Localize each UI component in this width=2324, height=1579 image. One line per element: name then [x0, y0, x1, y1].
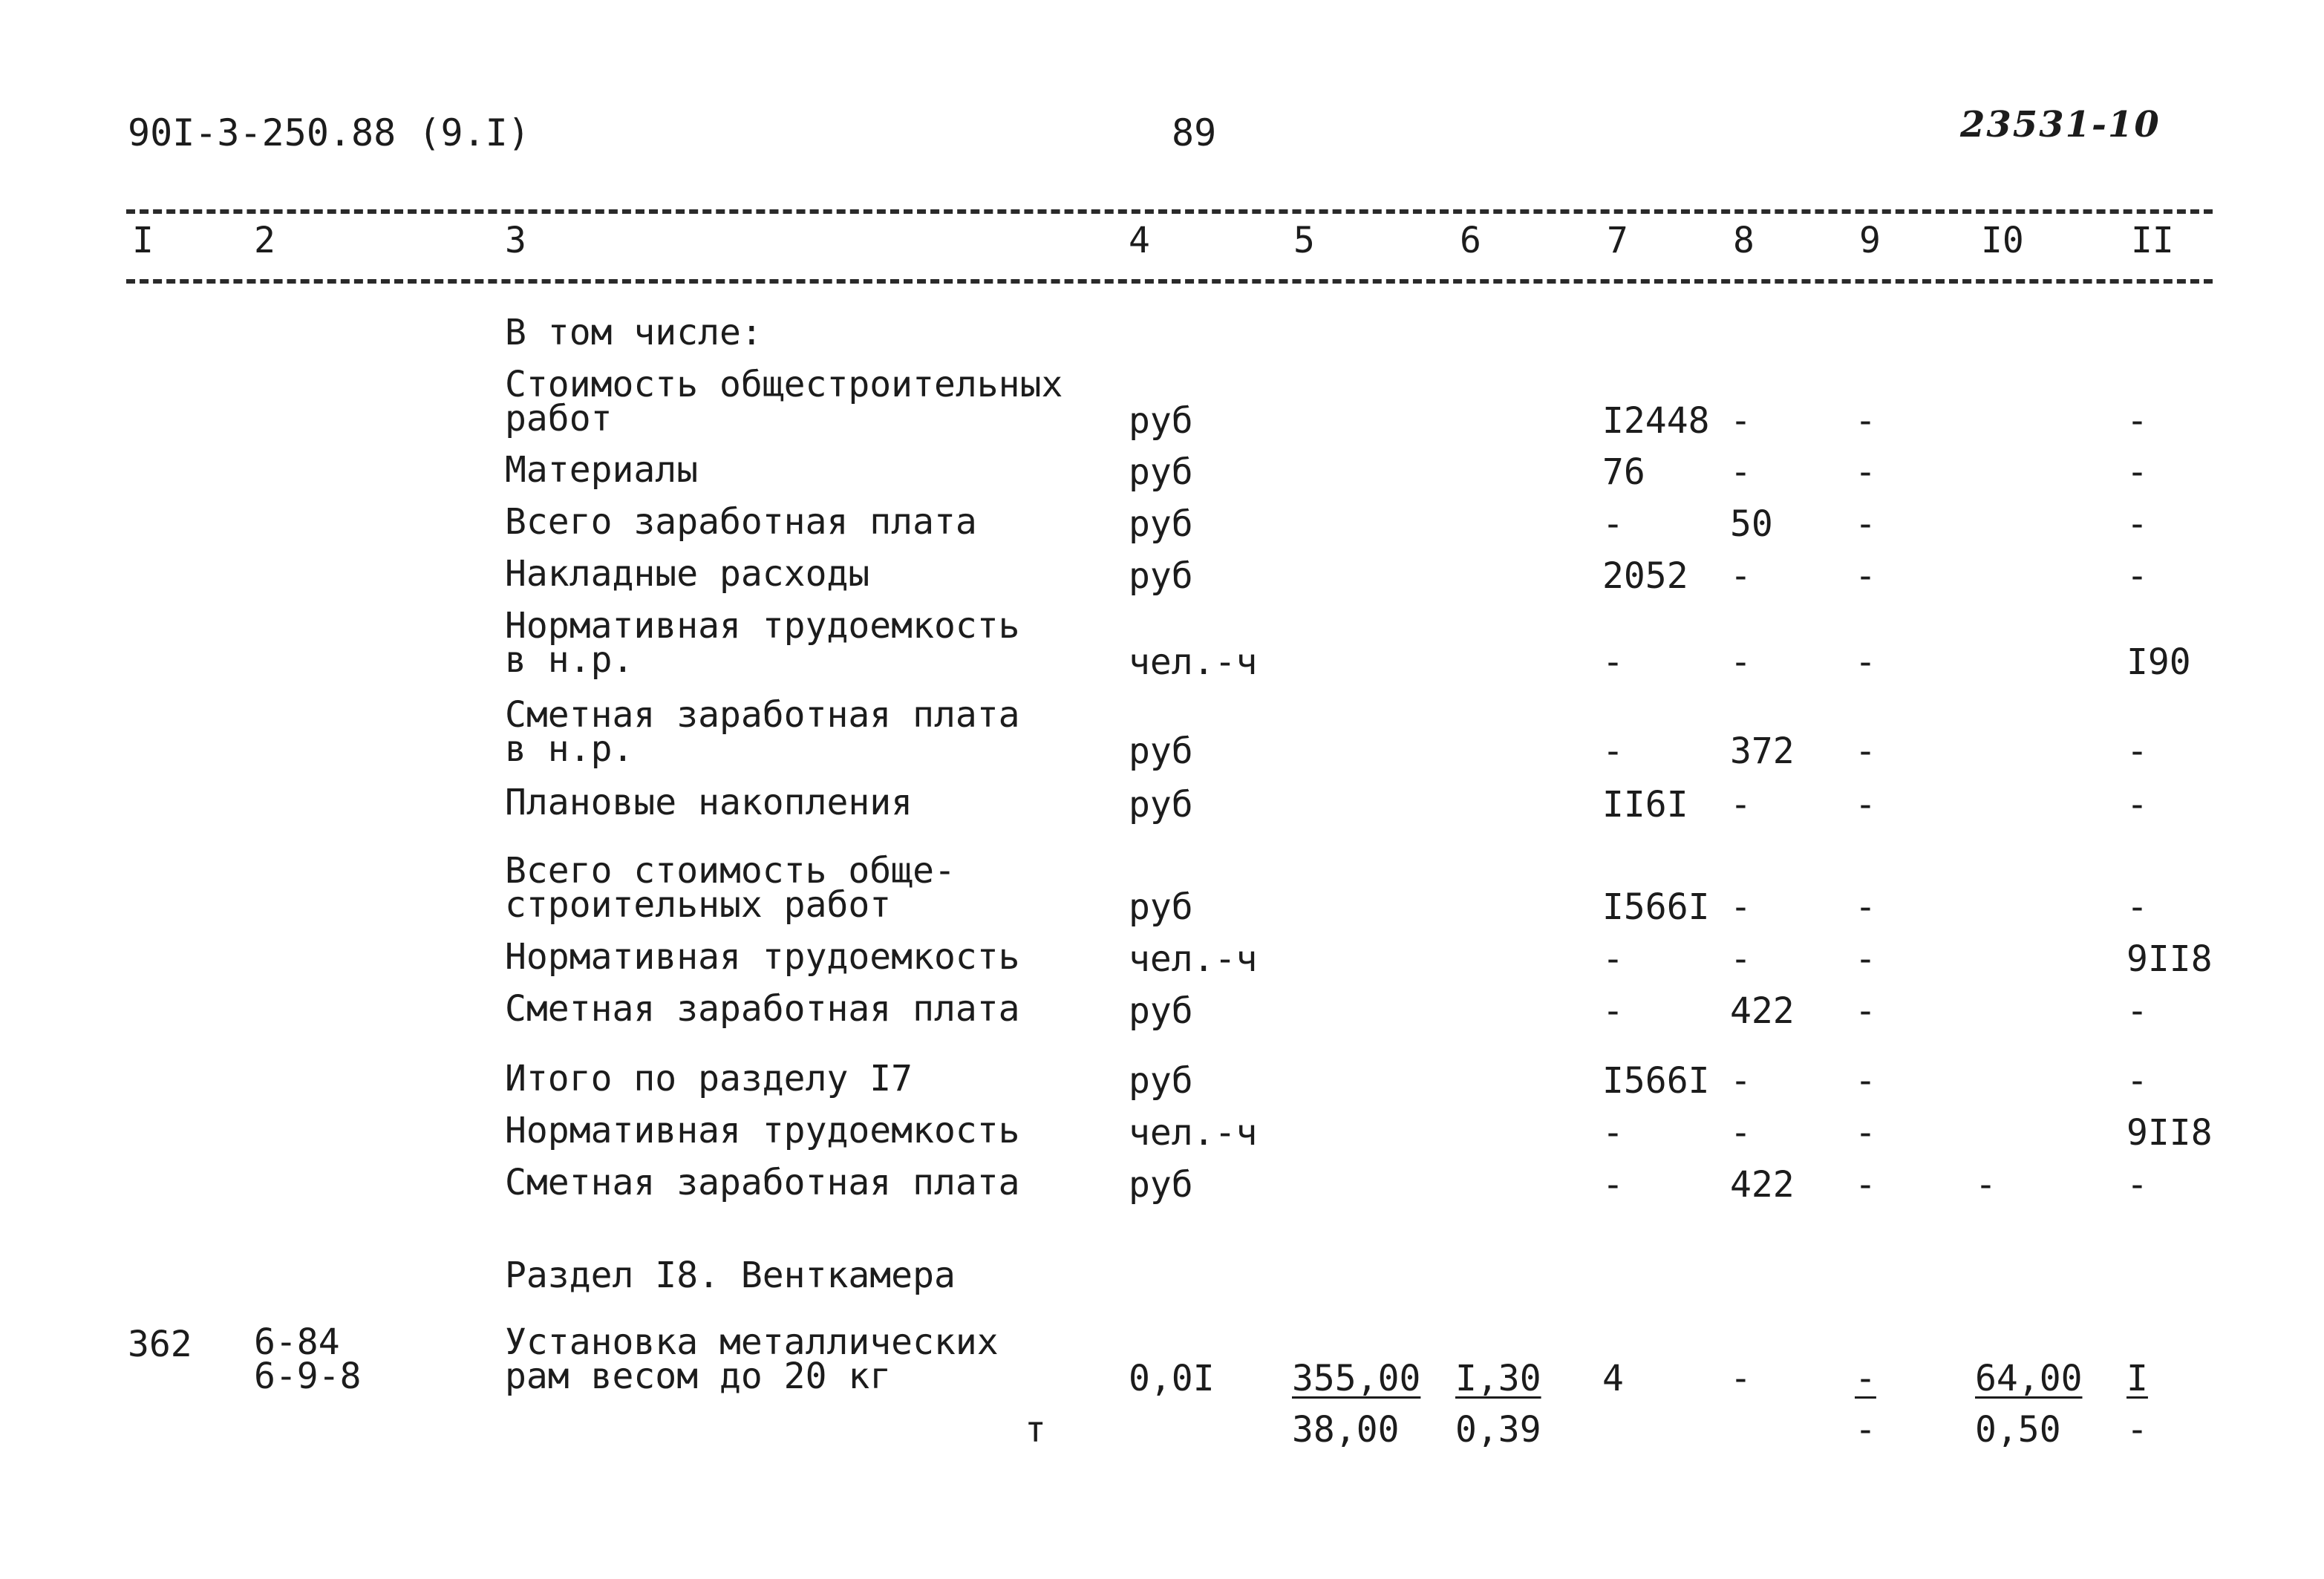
- cell-col-9: -: [1855, 555, 1876, 597]
- description-line-1: Накладные расходы: [505, 553, 870, 595]
- item-codes: [254, 1321, 362, 1397]
- table-row: [0, 1058, 2324, 1106]
- sub-col-5: 38,00: [1292, 1409, 1400, 1451]
- col-header-1: I: [132, 220, 154, 261]
- unit-cell: руб: [1129, 990, 1193, 1032]
- row-description: [505, 364, 1063, 439]
- description-line-1: Нормативная трудоемкость: [505, 936, 1020, 978]
- cell-col-7: -: [1602, 730, 1624, 772]
- cell-col-9: -: [1855, 886, 1876, 928]
- unit-cell: руб: [1129, 784, 1193, 826]
- cell-col-9: -: [1855, 641, 1876, 683]
- col-header-6: 6: [1460, 220, 1481, 261]
- section-title: Раздел I8. Венткамера: [505, 1255, 956, 1296]
- cell-col-7: II6I: [1602, 784, 1688, 826]
- cell-col-8: -: [1730, 400, 1752, 442]
- unit-cell: чел.-ч: [1129, 641, 1258, 683]
- table-row: [0, 782, 2324, 830]
- cell-col-9: -: [1855, 990, 1876, 1032]
- document-code: [128, 111, 530, 154]
- archive-stamp: 23531-10: [1960, 104, 2161, 146]
- row-description: [505, 605, 1020, 681]
- cell-col-11: -: [2126, 1164, 2148, 1206]
- sub-col-6: 0,39: [1455, 1409, 1541, 1451]
- section-ref: (9.I): [418, 111, 530, 154]
- cell-col-7: -: [1602, 1112, 1624, 1154]
- cell-col-8: -: [1730, 886, 1752, 928]
- cell-col-7: -: [1602, 1164, 1624, 1206]
- cell-col-7: -: [1602, 990, 1624, 1032]
- col-header-7: 7: [1607, 220, 1628, 261]
- item-col-5: 355,00: [1292, 1358, 1421, 1399]
- cell-col-9: -: [1855, 938, 1876, 980]
- column-header-row: [0, 220, 2324, 264]
- cell-col-7: -: [1602, 503, 1624, 545]
- page-number: 89: [1172, 111, 1217, 154]
- row-description: [505, 449, 699, 491]
- description-line-1: Нормативная трудоемкость: [505, 605, 1020, 647]
- cell-col-8: 50: [1730, 503, 1773, 545]
- row-description: [505, 1110, 1020, 1151]
- intro-label: В том числе:: [505, 312, 763, 353]
- col-header-11: II: [2131, 220, 2174, 261]
- line-item-row: [0, 1321, 2324, 1414]
- cell-col-9: -: [1855, 451, 1876, 493]
- cell-col-9: -: [1855, 784, 1876, 826]
- doc-code: 90I-3-250.88: [128, 111, 396, 154]
- unit-cell: руб: [1129, 400, 1193, 442]
- cell-col-8: -: [1730, 938, 1752, 980]
- cell-col-9: -: [1855, 400, 1876, 442]
- item-description: [505, 1321, 999, 1397]
- col-header-3: 3: [505, 220, 526, 261]
- row-description: [505, 936, 1020, 978]
- unit-cell: руб: [1129, 451, 1193, 493]
- unit-cell: руб: [1129, 1164, 1193, 1206]
- sub-marker: т: [1025, 1409, 1046, 1451]
- description-line-2: работ: [505, 398, 613, 439]
- sub-col-11: -: [2126, 1409, 2148, 1451]
- cell-col-9: -: [1855, 503, 1876, 545]
- description-line-2: в н.р.: [505, 639, 634, 681]
- description-line-1: Сметная заработная плата: [505, 694, 1020, 736]
- cell-col-11: I90: [2126, 641, 2191, 683]
- row-description: [505, 850, 956, 926]
- item-col-7: 4: [1602, 1358, 1624, 1399]
- cell-col-11: -: [2126, 503, 2148, 545]
- item-col-11: I: [2126, 1358, 2148, 1399]
- item-desc-line-1: Установка металлических: [505, 1321, 999, 1363]
- cell-col-8: 422: [1730, 1164, 1795, 1206]
- cell-col-11: -: [2126, 555, 2148, 597]
- description-line-1: Материалы: [505, 449, 699, 491]
- cell-col-9: -: [1855, 730, 1876, 772]
- item-number: 362: [128, 1324, 192, 1365]
- cell-col-7: -: [1602, 641, 1624, 683]
- row-description: [505, 1162, 1020, 1203]
- cell-col-11: -: [2126, 451, 2148, 493]
- col-header-5: 5: [1293, 220, 1315, 261]
- col-header-10: I0: [1981, 220, 2024, 261]
- row-description: [505, 782, 913, 823]
- cell-col-11: 9II8: [2126, 938, 2213, 980]
- cell-col-7: 2052: [1602, 555, 1688, 597]
- cell-col-11: -: [2126, 400, 2148, 442]
- table-row: [0, 988, 2324, 1036]
- cell-col-7: 76: [1602, 451, 1645, 493]
- item-col-8: -: [1730, 1358, 1752, 1399]
- description-line-1: Всего стоимость обще-: [505, 850, 956, 892]
- cell-col-8: 422: [1730, 990, 1795, 1032]
- cell-col-9: -: [1855, 1164, 1876, 1206]
- item-col-6: I,30: [1455, 1358, 1541, 1399]
- cell-col-11: -: [2126, 886, 2148, 928]
- cell-col-10: -: [1975, 1164, 1997, 1206]
- description-line-1: Всего заработная плата: [505, 501, 977, 543]
- description-line-1: Итого по разделу I7: [505, 1058, 913, 1099]
- header-bottom-dashed-rule: [126, 279, 2213, 284]
- item-code-2: 6-9-8: [254, 1356, 362, 1397]
- row-description: [505, 553, 870, 595]
- cell-col-9: -: [1855, 1060, 1876, 1102]
- cell-col-11: 9II8: [2126, 1112, 2213, 1154]
- col-header-2: 2: [254, 220, 275, 261]
- description-line-2: в н.р.: [505, 728, 634, 770]
- cell-col-8: 372: [1730, 730, 1795, 772]
- cell-col-11: -: [2126, 730, 2148, 772]
- table-row: [0, 553, 2324, 601]
- unit-cell: чел.-ч: [1129, 938, 1258, 980]
- cell-col-8: -: [1730, 451, 1752, 493]
- cell-col-7: -: [1602, 938, 1624, 980]
- cell-col-8: -: [1730, 555, 1752, 597]
- description-line-1: Стоимость общестроительных: [505, 364, 1063, 405]
- description-line-2: строительных работ: [505, 884, 892, 926]
- description-line-1: Плановые накопления: [505, 782, 913, 823]
- item-code-1: 6-84: [254, 1321, 340, 1363]
- cell-col-7: I2448: [1602, 400, 1710, 442]
- table-row: [0, 501, 2324, 549]
- cell-col-11: -: [2126, 990, 2148, 1032]
- sub-col-10: 0,50: [1975, 1409, 2061, 1451]
- unit-cell: руб: [1129, 1060, 1193, 1102]
- cell-col-8: -: [1730, 784, 1752, 826]
- unit-cell: руб: [1129, 730, 1193, 772]
- line-item-subrow: [0, 1410, 2324, 1455]
- description-line-1: Сметная заработная плата: [505, 1162, 1020, 1203]
- cell-col-7: I566I: [1602, 886, 1710, 928]
- cell-col-7: I566I: [1602, 1060, 1710, 1102]
- table-row: [0, 1110, 2324, 1158]
- item-col-9: -: [1855, 1358, 1876, 1399]
- unit-cell: руб: [1129, 555, 1193, 597]
- cell-col-8: -: [1730, 1060, 1752, 1102]
- table-row: [0, 605, 2324, 683]
- item-quantity: 0,0I: [1129, 1358, 1215, 1399]
- description-line-1: Нормативная трудоемкость: [505, 1110, 1020, 1151]
- top-dashed-rule: [126, 209, 2213, 214]
- table-row: [0, 850, 2324, 928]
- row-description: [505, 988, 1020, 1030]
- table-row: [0, 694, 2324, 772]
- cell-col-8: -: [1730, 641, 1752, 683]
- unit-cell: руб: [1129, 503, 1193, 545]
- col-header-9: 9: [1859, 220, 1881, 261]
- cell-col-11: -: [2126, 784, 2148, 826]
- table-row: [0, 364, 2324, 442]
- row-description: [505, 1058, 913, 1099]
- row-description: [505, 501, 977, 543]
- sub-col-9: -: [1855, 1409, 1876, 1451]
- cell-col-8: -: [1730, 1112, 1752, 1154]
- cell-col-9: -: [1855, 1112, 1876, 1154]
- table-row: [0, 1162, 2324, 1210]
- item-desc-line-2: рам весом до 20 кг: [505, 1356, 892, 1397]
- row-description: [505, 694, 1020, 770]
- item-col-10: 64,00: [1975, 1358, 2083, 1399]
- cell-col-11: -: [2126, 1060, 2148, 1102]
- col-header-4: 4: [1129, 220, 1150, 261]
- description-line-1: Сметная заработная плата: [505, 988, 1020, 1030]
- unit-cell: чел.-ч: [1129, 1112, 1258, 1154]
- unit-cell: руб: [1129, 886, 1193, 928]
- table-row: [0, 449, 2324, 497]
- table-row: [0, 936, 2324, 984]
- col-header-8: 8: [1733, 220, 1755, 261]
